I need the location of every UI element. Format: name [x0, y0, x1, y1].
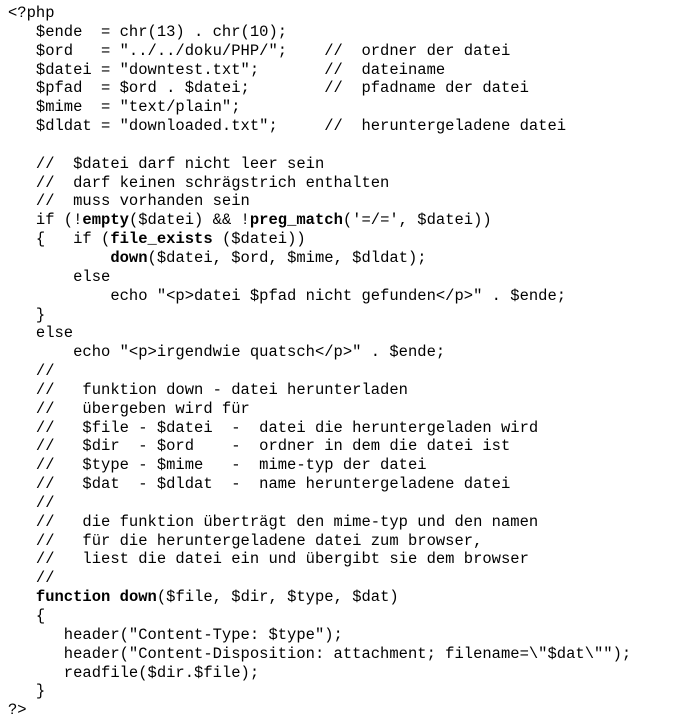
code-line — [8, 306, 692, 325]
code-text: ($datei) && ! — [128, 211, 250, 230]
code-text: else — [8, 324, 74, 343]
code-text: ('=/=', $datei)) — [342, 211, 492, 230]
code-line — [8, 664, 692, 683]
code-text: // $dir - $ord - ordner in dem die datei ist — [8, 437, 511, 456]
code-keyword: down — [119, 588, 157, 607]
code-text: // $dat - $dldat - name heruntergeladene datei — [8, 475, 511, 494]
code-text: header("Content-Disposition: attachment; filename=\"$dat\""); — [8, 644, 632, 663]
code-line — [8, 174, 692, 193]
code-line — [8, 513, 692, 532]
code-line — [8, 23, 692, 42]
code-line — [8, 437, 692, 456]
code-text: // die funktion überträgt den mime-typ und den namen — [8, 512, 539, 531]
code-text: // $type - $mime - mime-typ der datei — [8, 456, 427, 475]
code-line — [8, 42, 692, 61]
code-line — [8, 701, 692, 720]
code-text: ($datei, $ord, $mime, $dldat); — [147, 248, 427, 267]
code-line — [8, 61, 692, 80]
code-keyword: file_exists — [110, 230, 213, 249]
code-line — [8, 588, 692, 607]
code-text: } — [8, 682, 46, 701]
code-text — [8, 588, 36, 606]
code-line — [8, 117, 692, 136]
code-text: $datei = "downtest.txt"; // dateiname — [8, 60, 446, 79]
code-text: $mime = "text/plain"; — [8, 98, 241, 117]
code-text: // $datei darf nicht leer sein — [8, 154, 325, 173]
code-line — [8, 532, 692, 551]
code-line — [8, 682, 692, 701]
code-line — [8, 400, 692, 419]
code-text: // — [8, 493, 55, 512]
code-line — [8, 249, 692, 268]
code-line — [8, 456, 692, 475]
code-line — [8, 626, 692, 645]
code-line — [8, 98, 692, 117]
code-text: ($file, $dir, $type, $dat) — [156, 588, 399, 607]
code-text: // darf keinen schrägstrich enthalten — [8, 173, 390, 192]
code-text: // übergeben wird für — [8, 399, 250, 418]
code-text: ($datei)) — [212, 230, 306, 249]
code-line — [8, 343, 692, 362]
code-text: else — [8, 267, 111, 286]
code-keyword: function — [35, 588, 111, 607]
code-line — [8, 268, 692, 287]
code-line — [8, 569, 692, 588]
code-line — [8, 4, 692, 23]
code-text — [110, 588, 119, 606]
code-text: // muss vorhanden sein — [8, 192, 250, 211]
code-text: $dldat = "downloaded.txt"; // heruntergeladene datei — [8, 117, 567, 136]
code-line — [8, 362, 692, 381]
code-text: header("Content-Type: $type"); — [8, 625, 343, 644]
code-text: echo "<p>datei $pfad nicht gefunden</p>" . $ende; — [8, 286, 567, 305]
code-text: $ord = "../../doku/PHP/"; // ordner der datei — [8, 41, 511, 60]
code-text: // für die heruntergeladene datei zum browser, — [8, 531, 483, 550]
code-line — [8, 475, 692, 494]
code-text: echo "<p>irgendwie quatsch</p>" . $ende; — [8, 343, 446, 362]
code-text: if (! — [8, 211, 83, 230]
code-line — [8, 419, 692, 438]
code-text: // liest die datei ein und übergibt sie dem browser — [8, 550, 529, 569]
code-line — [8, 287, 692, 306]
code-text: <?php — [8, 4, 55, 22]
code-text: // funktion down - datei herunterladen — [8, 380, 408, 399]
code-line — [8, 607, 692, 626]
code-line — [8, 494, 692, 513]
code-text: readfile($dir.$file); — [8, 663, 260, 682]
code-text: { — [8, 607, 46, 625]
code-line — [8, 192, 692, 211]
code-line — [8, 136, 692, 155]
code-text: ?> — [8, 701, 27, 720]
code-text: // $file - $datei - datei die heruntergeladen wird — [8, 418, 539, 437]
code-text: // — [8, 569, 55, 588]
code-line — [8, 211, 692, 230]
code-text: } — [8, 305, 46, 324]
code-line — [8, 155, 692, 174]
code-text: { if ( — [8, 230, 111, 249]
code-text — [8, 249, 110, 267]
code-line — [8, 645, 692, 664]
code-text: $ende = chr(13) . chr(10); — [8, 22, 288, 41]
code-line — [8, 550, 692, 569]
code-line — [8, 324, 692, 343]
code-keyword: preg_match — [249, 211, 343, 230]
code-text: $pfad = $ord . $datei; // pfadname der datei — [8, 79, 529, 98]
code-text: // — [8, 362, 55, 381]
code-keyword: empty — [82, 211, 129, 230]
code-line — [8, 79, 692, 98]
code-line — [8, 381, 692, 400]
code-keyword: down — [110, 248, 148, 267]
code-line — [8, 230, 692, 249]
